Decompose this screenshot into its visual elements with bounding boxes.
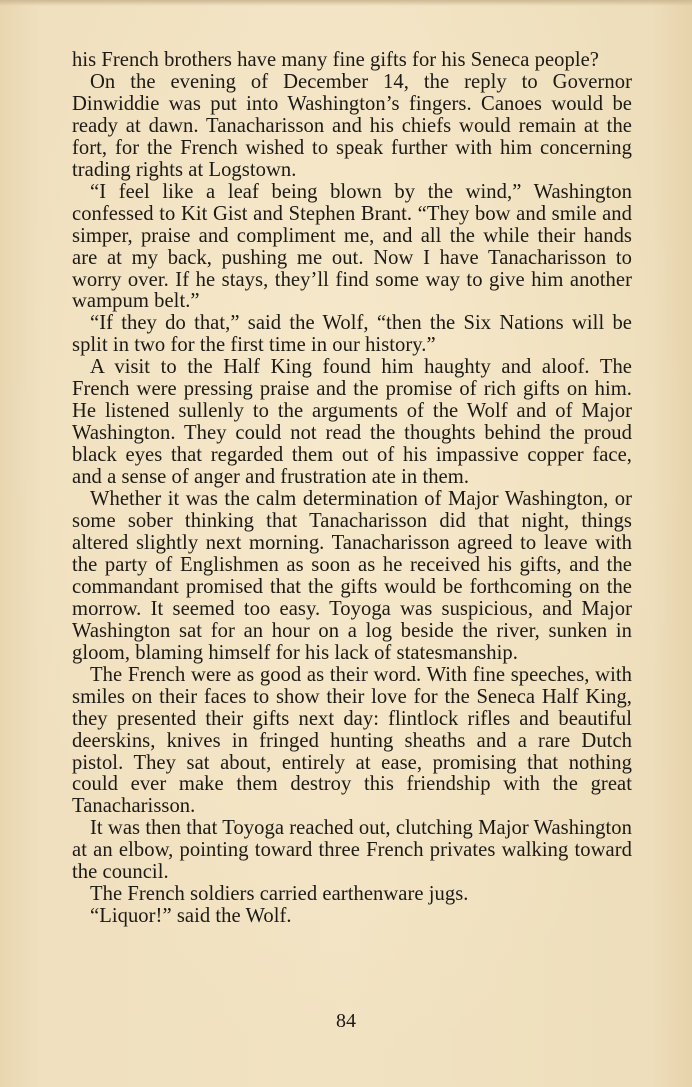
body-text (72, 50, 632, 928)
paragraph: “Liquor!” said the Wolf. (90, 905, 292, 928)
page-number: 84 (336, 1010, 356, 1032)
paragraph: The French were as good as their word. With fine speeches, with smiles on their faces to show their love for the Seneca Half King, they presented their gifts next day: flintlock rifles and beautiful deerskins, knives in fringed hunting sheaths and a rare Dutch pistol. They sat about, entirely at ease, promising that nothing could ever make them destroy this friendship with the great Tanacharisson. (72, 663, 632, 818)
paragraph: On the evening of December 14, the reply to Governor Dinwiddie was put into Washington’s fingers. Canoes would be ready at dawn. Tanacharisson and his chiefs would remain at the fort, for the French wished to speak further with him concerning trading rights at Logstown. (72, 70, 632, 181)
paragraph: “If they do that,” said the Wolf, “then the Six Nations will be split in two for the first time in our history.” (72, 312, 632, 357)
paragraph: The French soldiers carried earthenware jugs. (90, 883, 469, 906)
paragraph: It was then that Toyoga reached out, clutching Major Washington at an elbow, pointing toward three French privates walking toward the council. (72, 817, 632, 884)
paragraph: his French brothers have many fine gifts for his Seneca people? (72, 49, 599, 71)
paragraph: Whether it was the calm determination of Major Washington, or some sober thinking that Tanacharisson did that night, things altered slightly next morning. Tanacharisson agreed to leave with the party of Englishmen as soon as he received his gifts, and the commandant promised that the gifts would be forthcoming on the morrow. It seemed too easy. Toyoga was suspicious, and Major Washington sat for an hour on a log beside the river, sunken in gloom, blaming himself for his lack of statesmanship. (72, 488, 632, 664)
paragraph: “I feel like a leaf being blown by the wind,” Washington confessed to Kit Gist and Stephen Brant. “They bow and smile and simper, praise and compliment me, and all the while their hands are at my back, pushing me out. Now I have Tanacharisson to worry over. If he stays, they’ll find some way to give him another wampum belt.” (72, 180, 632, 313)
paragraph: A visit to the Half King found him haughty and aloof. The French were pressing praise and the promise of rich gifts on him. He listened sullenly to the arguments of the Wolf and of Major Washington. They could not read the thoughts behind the proud black eyes that regarded them out of his impassive copper face, and a sense of anger and frustration ate in them. (72, 356, 632, 489)
page-top-edge (0, 0, 692, 6)
